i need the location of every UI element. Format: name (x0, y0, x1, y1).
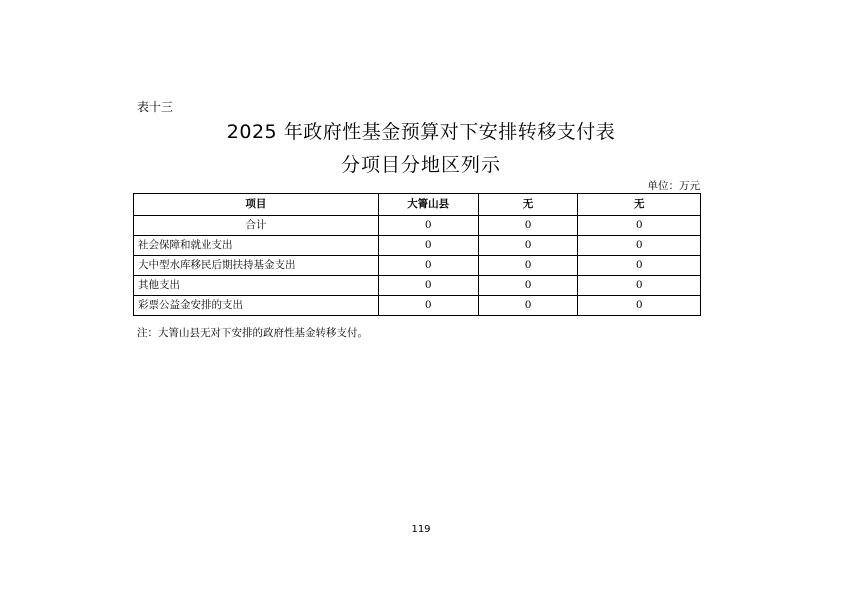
row-item: 彩票公益金安排的支出 (134, 296, 379, 316)
table-row (134, 296, 701, 316)
row-value: 0 (378, 256, 478, 276)
header-none-2: 无 (578, 194, 701, 216)
row-item: 合计 (134, 216, 379, 236)
page-subtitle: 分项目分地区列示 (340, 154, 501, 176)
header-item: 项目 (134, 194, 379, 216)
row-value: 0 (578, 296, 701, 316)
row-item: 社会保障和就业支出 (134, 236, 379, 256)
row-value: 0 (578, 216, 701, 236)
page-title: 2025 年政府性基金预算对下安排转移支付表 (226, 121, 616, 143)
table-row (134, 256, 701, 276)
row-value: 0 (378, 236, 478, 256)
table-row (134, 236, 701, 256)
row-value: 0 (478, 236, 578, 256)
unit-label: 单位：万元 (647, 180, 700, 192)
row-item: 大中型水库移民后期扶持基金支出 (134, 256, 379, 276)
table-number-label: 表十三 (137, 100, 174, 114)
transfer-payment-table (133, 193, 701, 316)
row-value: 0 (478, 256, 578, 276)
page-number: 119 (411, 524, 431, 535)
table-row-total (134, 216, 701, 236)
header-county: 大箐山县 (378, 194, 478, 216)
row-value: 0 (378, 216, 478, 236)
row-value: 0 (578, 256, 701, 276)
row-value: 0 (378, 296, 478, 316)
row-value: 0 (478, 276, 578, 296)
row-value: 0 (478, 296, 578, 316)
row-value: 0 (578, 276, 701, 296)
row-value: 0 (578, 236, 701, 256)
table-note: 注：大箐山县无对下安排的政府性基金转移支付。 (137, 327, 368, 339)
table-row (134, 276, 701, 296)
table-header-row (134, 194, 701, 216)
row-item: 其他支出 (134, 276, 379, 296)
row-value: 0 (378, 276, 478, 296)
header-none-1: 无 (478, 194, 578, 216)
row-value: 0 (478, 216, 578, 236)
